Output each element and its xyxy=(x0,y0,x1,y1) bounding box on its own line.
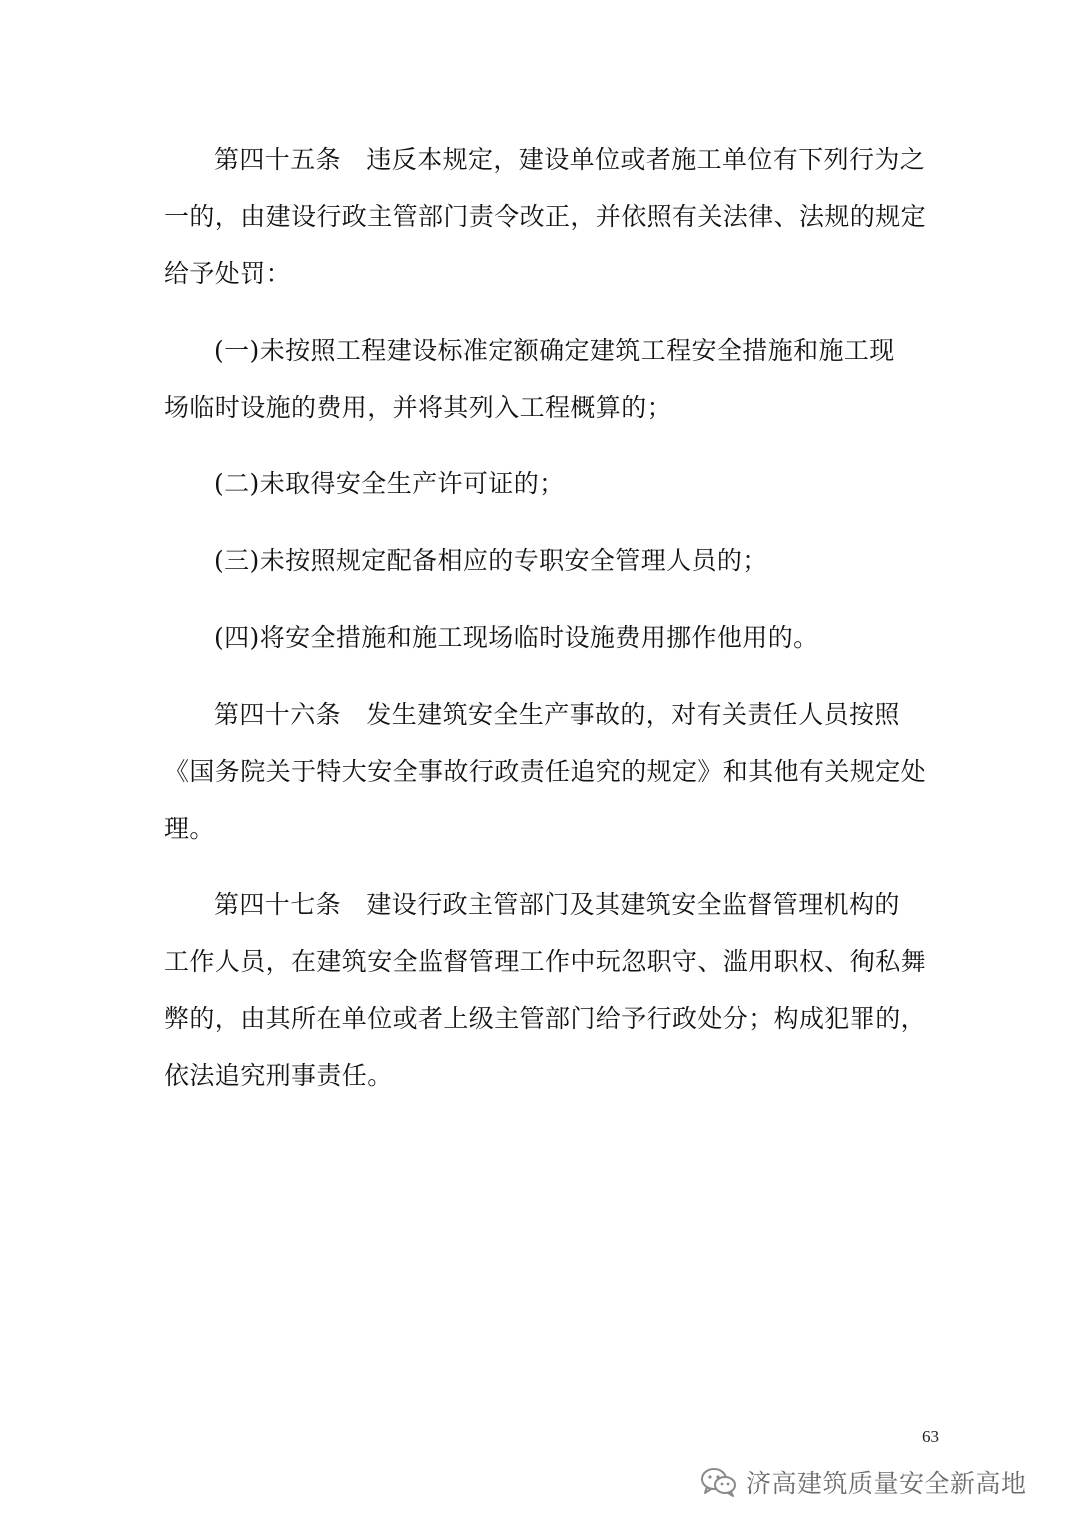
item-4-paragraph xyxy=(164,609,920,666)
text-line: (三)未按照规定配备相应的专职安全管理人员的； xyxy=(214,546,768,575)
watermark xyxy=(700,1462,1027,1502)
article-46-paragraph xyxy=(164,686,927,857)
text-line: (四)将安全措施和施工现场临时设施费用挪作他用的。 xyxy=(214,623,819,652)
text-line: 弊的，由其所在单位或者上级主管部门给予行政处分；构成犯罪的， xyxy=(164,1004,927,1033)
wechat-icon xyxy=(700,1466,738,1498)
text-line: 工作人员，在建筑安全监督管理工作中玩忽职守、滥用职权、徇私舞 xyxy=(164,947,927,976)
item-3-paragraph xyxy=(164,532,920,589)
item-1-paragraph xyxy=(164,322,920,436)
text-line: 《国务院关于特大安全事故行政责任追究的规定》和其他有关规定处 xyxy=(164,757,927,786)
article-45-paragraph xyxy=(164,131,927,302)
text-line: (二)未取得安全生产许可证的； xyxy=(214,469,565,498)
page-number: 63 xyxy=(922,1427,939,1446)
text-line: 第四十七条 建设行政主管部门及其建筑安全监督管理机构的 xyxy=(214,890,900,919)
text-line: 场临时设施的费用，并将其列入工程概算的； xyxy=(164,393,673,422)
text-line: 第四十五条 违反本规定，建设单位或者施工单位有下列行为之 xyxy=(214,145,926,174)
text-line: 给予处罚： xyxy=(164,259,292,288)
watermark-text: 济高建筑质量安全新高地 xyxy=(746,1469,1027,1498)
text-line: 一的，由建设行政主管部门责令改正，并依照有关法律、法规的规定 xyxy=(164,202,927,231)
text-line: (一)未按照工程建设标准定额确定建筑工程安全措施和施工现 xyxy=(214,336,895,365)
text-line: 理。 xyxy=(164,814,215,843)
item-2-paragraph xyxy=(164,455,920,512)
text-line: 第四十六条 发生建筑安全生产事故的，对有关责任人员按照 xyxy=(214,700,900,729)
text-line: 依法追究刑事责任。 xyxy=(164,1061,393,1090)
article-47-paragraph xyxy=(164,876,927,1104)
